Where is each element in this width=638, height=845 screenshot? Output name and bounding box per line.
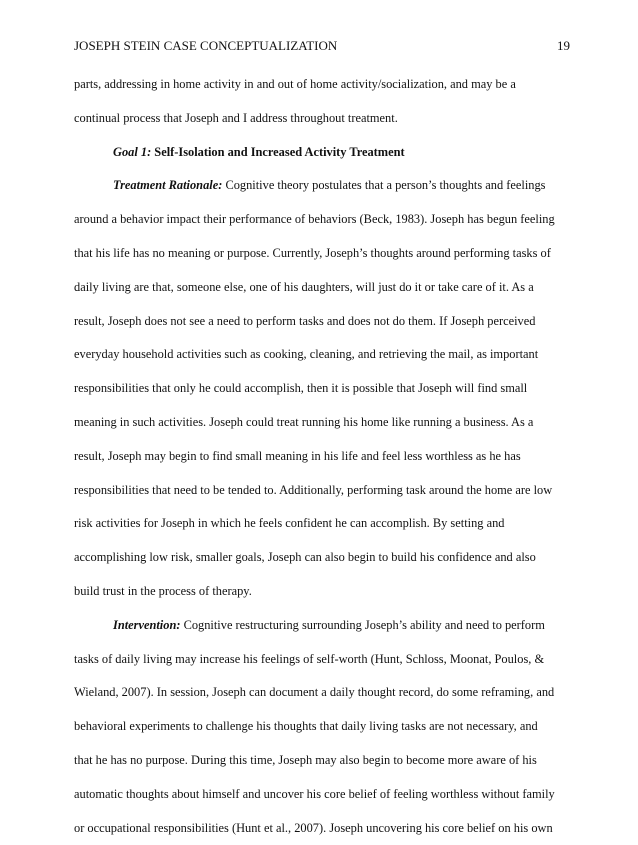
text-line <box>74 507 570 541</box>
page-number: 19 <box>557 38 570 53</box>
line-text: result, Joseph may begin to find small meaning in his life and feel less worthless as he has <box>74 448 521 463</box>
text-line <box>74 102 570 136</box>
line-text: continual process that Joseph and I address throughout treatment. <box>74 110 398 125</box>
text-line <box>74 474 570 508</box>
line-text: responsibilities that only he could accomplish, then it is possible that Joseph will find small <box>74 381 528 396</box>
text-line <box>74 68 570 102</box>
text-line <box>74 744 570 778</box>
rationale-label: Treatment Rationale: <box>113 178 223 193</box>
text-line <box>74 406 570 440</box>
line-text: Cognitive restructuring surrounding Joseph’s ability and need to perform <box>180 617 545 632</box>
line-text: accomplishing low risk, smaller goals, Joseph can also begin to build his confidence and also <box>74 550 536 565</box>
text-line <box>74 372 570 406</box>
line-text: parts, addressing in home activity in and out of home activity/socialization, and may be a <box>74 77 516 91</box>
text-line <box>74 440 570 474</box>
line-text: responsibilities that need to be tended to. Additionally, performing task around the home are low <box>74 482 553 497</box>
text-line <box>74 338 570 372</box>
goal-title: Self-Isolation and Increased Activity Treatment <box>151 144 405 159</box>
line-text: daily living are that, someone else, one of his daughters, will just do it or take care of it. As a <box>74 279 534 294</box>
text-line <box>74 271 570 305</box>
text-line <box>74 676 570 710</box>
text-line <box>74 812 570 845</box>
line-text: Cognitive theory postulates that a person’s thoughts and feelings <box>222 178 546 193</box>
line-text: that his life has no meaning or purpose. Currently, Joseph’s thoughts around performing tasks of <box>74 245 551 260</box>
body-text <box>74 68 570 845</box>
line-text: or occupational responsibilities (Hunt et al., 2007). Joseph uncovering his core belief on his own <box>74 820 553 835</box>
line-text: everyday household activities such as cooking, cleaning, and retrieving the mail, as important <box>74 347 539 362</box>
line-text: meaning in such activities. Joseph could treat running his home like running a business. As a <box>74 414 534 429</box>
line-text: build trust in the process of therapy. <box>74 583 252 598</box>
intervention-line <box>74 609 570 643</box>
goal-heading <box>74 136 570 170</box>
text-line <box>74 541 570 575</box>
line-text: result, Joseph does not see a need to perform tasks and does not do them. If Joseph perceived <box>74 313 536 328</box>
text-line <box>74 305 570 339</box>
rationale-line <box>74 169 570 203</box>
line-text: that he has no purpose. During this time, Joseph may also begin to become more aware of his <box>74 752 537 767</box>
goal-label: Goal 1: <box>113 144 152 159</box>
line-text: risk activities for Joseph in which he feels confident he can accomplish. By setting and <box>74 516 505 531</box>
line-text: behavioral experiments to challenge his thoughts that daily living tasks are not necessary, and <box>74 719 538 734</box>
line-text: tasks of daily living may increase his feelings of self-worth (Hunt, Schloss, Moonat, Poulos, & <box>74 651 545 666</box>
text-line <box>74 710 570 744</box>
text-line <box>74 643 570 677</box>
text-line <box>74 237 570 271</box>
line-text: Wieland, 2007). In session, Joseph can document a daily thought record, do some reframing, and <box>74 685 555 700</box>
line-text: automatic thoughts about himself and uncover his core belief of feeling worthless without family <box>74 786 555 801</box>
text-line <box>74 778 570 812</box>
running-head: JOSEPH STEIN CASE CONCEPTUALIZATION <box>74 38 338 53</box>
text-line <box>74 575 570 609</box>
page-header <box>74 36 570 56</box>
intervention-label: Intervention: <box>113 617 181 632</box>
text-line <box>74 203 570 237</box>
line-text: around a behavior impact their performance of behaviors (Beck, 1983). Joseph has begun feeling <box>74 212 555 227</box>
